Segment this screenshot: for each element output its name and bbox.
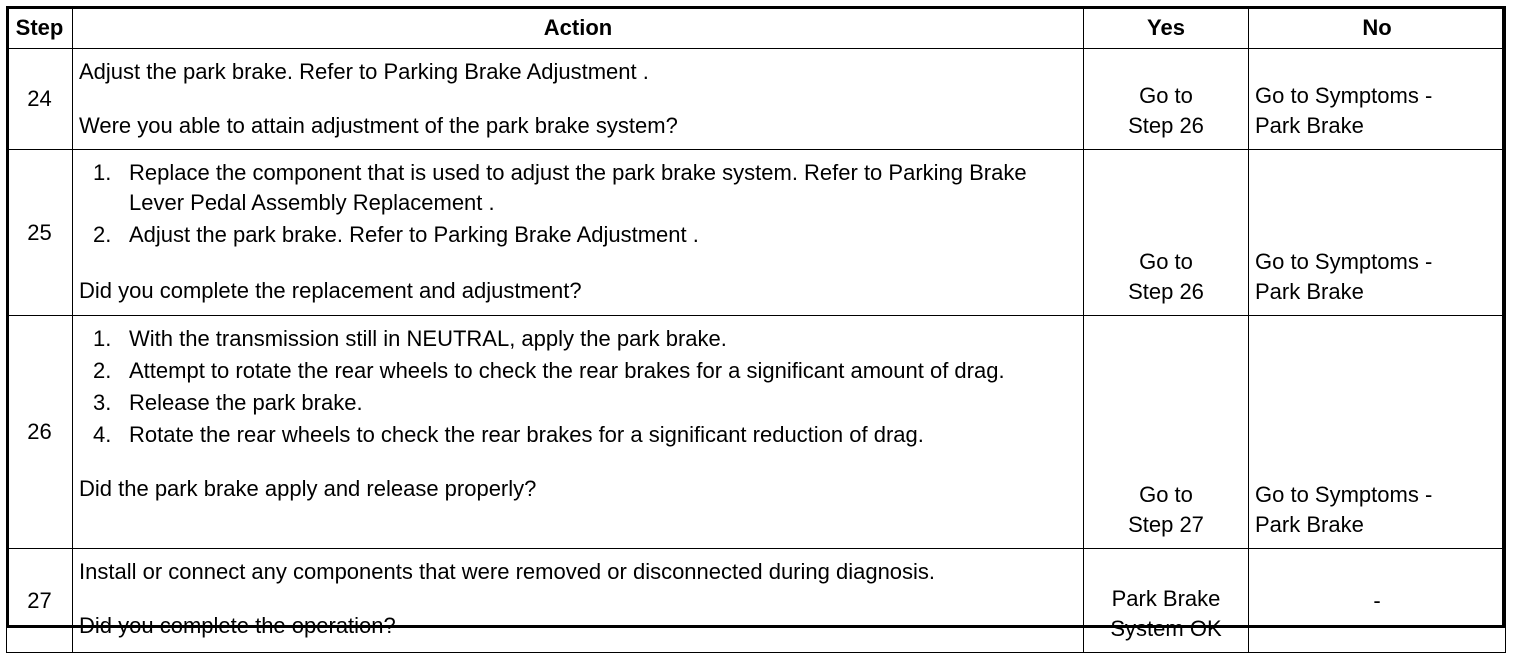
list-item-text: Rotate the rear wheels to check the rear brakes for a significant reduction of drag. bbox=[129, 422, 924, 447]
yes-link-line2[interactable]: Step 27 bbox=[1128, 512, 1204, 537]
no-link-line2[interactable]: Park Brake bbox=[1255, 279, 1364, 304]
list-item-text: Adjust the park brake. Refer to Parking Brake Adjustment . bbox=[129, 222, 699, 247]
step-number: 26 bbox=[7, 316, 73, 549]
step-number: 27 bbox=[7, 549, 73, 653]
yes-link-line2[interactable]: Step 26 bbox=[1128, 113, 1204, 138]
list-item-text: Attempt to rotate the rear wheels to check the rear brakes for a significant amount of drag. bbox=[129, 358, 1005, 383]
no-link-line1[interactable]: Go to Symptoms - bbox=[1255, 482, 1433, 507]
yes-link-line1[interactable]: Go to bbox=[1139, 249, 1193, 274]
no-link-line1[interactable]: Go to Symptoms - bbox=[1255, 83, 1433, 108]
action-question: Did the park brake apply and release properly? bbox=[79, 476, 537, 501]
list-item-number: 2. bbox=[93, 222, 112, 247]
yes-link-line2[interactable]: Step 26 bbox=[1128, 279, 1204, 304]
yes-link-line1[interactable]: Go to bbox=[1139, 482, 1193, 507]
action-question: Did you complete the replacement and adjustment? bbox=[79, 278, 582, 303]
action-question: Did you complete the operation? bbox=[79, 613, 396, 638]
action-text: Install or connect any components that were removed or disconnected during diagnosis. bbox=[79, 559, 936, 584]
header-step: Step bbox=[7, 7, 73, 49]
list-item-text: With the transmission still in NEUTRAL, apply the park brake. bbox=[129, 326, 727, 351]
list-item-number: 1. bbox=[93, 160, 112, 185]
step-number: 24 bbox=[7, 49, 73, 150]
list-item-text: Replace the component that is used to adjust the park brake system. Refer to Parking Brake Lever Pedal Assembly Replacement . bbox=[129, 160, 1027, 215]
yes-result-line2: System OK bbox=[1110, 616, 1222, 641]
list-item-number: 1. bbox=[93, 326, 112, 351]
header-no: No bbox=[1249, 7, 1506, 49]
no-cell: - bbox=[1249, 549, 1506, 653]
step-number: 25 bbox=[7, 150, 73, 316]
list-item-number: 3. bbox=[93, 390, 112, 415]
header-yes: Yes bbox=[1084, 7, 1249, 49]
no-link-line2[interactable]: Park Brake bbox=[1255, 512, 1364, 537]
header-action: Action bbox=[73, 7, 1084, 49]
list-item-number: 2. bbox=[93, 358, 112, 383]
list-item-text: Release the park brake. bbox=[129, 390, 363, 415]
list-item-number: 4. bbox=[93, 422, 112, 447]
no-link-line1[interactable]: Go to Symptoms - bbox=[1255, 249, 1433, 274]
yes-link-line1[interactable]: Go to bbox=[1139, 83, 1193, 108]
action-text: Adjust the park brake. Refer to Parking Brake Adjustment . bbox=[79, 59, 649, 84]
action-question: Were you able to attain adjustment of the park brake system? bbox=[79, 113, 678, 138]
table-outer-border bbox=[6, 6, 1505, 628]
no-link-line2[interactable]: Park Brake bbox=[1255, 113, 1364, 138]
yes-result-line1: Park Brake bbox=[1111, 586, 1221, 611]
